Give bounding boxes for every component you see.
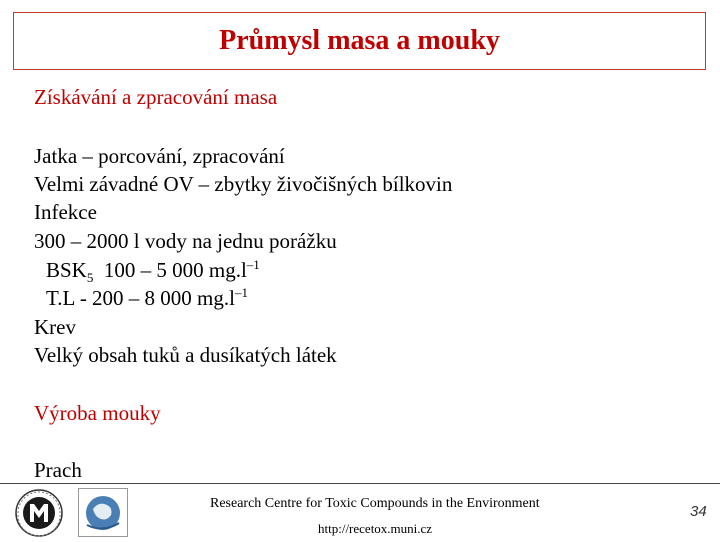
line-ov: Velmi závadné OV – zbytky živočišných bílkovin	[34, 172, 453, 196]
recetox-logo-icon	[78, 488, 128, 537]
line-krev: Krev	[34, 315, 76, 339]
bsk-value: 100 – 5 000 mg.l	[103, 258, 247, 282]
line-water: 300 – 2000 l vody na jednu porážku	[34, 229, 337, 253]
line-prach: Prach	[34, 458, 82, 482]
bsk-subscript: 5	[86, 270, 94, 286]
university-logo-icon	[8, 488, 70, 537]
title-box	[13, 12, 706, 70]
line-infekce: Infekce	[34, 200, 97, 224]
section-heading-flour: Výroba mouky	[34, 401, 161, 425]
footer-url[interactable]: http://recetox.muni.cz	[318, 521, 433, 536]
line-tl	[34, 284, 248, 312]
tl-exponent: –1	[234, 285, 248, 300]
footer	[0, 483, 720, 541]
page-number: 34	[690, 503, 707, 520]
slide-title: Průmysl masa a mouky	[219, 25, 500, 56]
section-heading-meat: Získávání a zpracování masa	[34, 85, 278, 109]
line-bsk	[34, 256, 260, 284]
line-obsah: Velký obsah tuků a dusíkatých látek	[34, 343, 337, 367]
bsk-label: BSK	[46, 258, 87, 282]
line-jatka: Jatka – porcování, zpracování	[34, 144, 285, 168]
footer-organization: Research Centre for Toxic Compounds in the Environment	[210, 496, 540, 511]
bsk-exponent: –1	[246, 257, 260, 272]
tl-value: T.L - 200 – 8 000 mg.l	[46, 286, 235, 310]
